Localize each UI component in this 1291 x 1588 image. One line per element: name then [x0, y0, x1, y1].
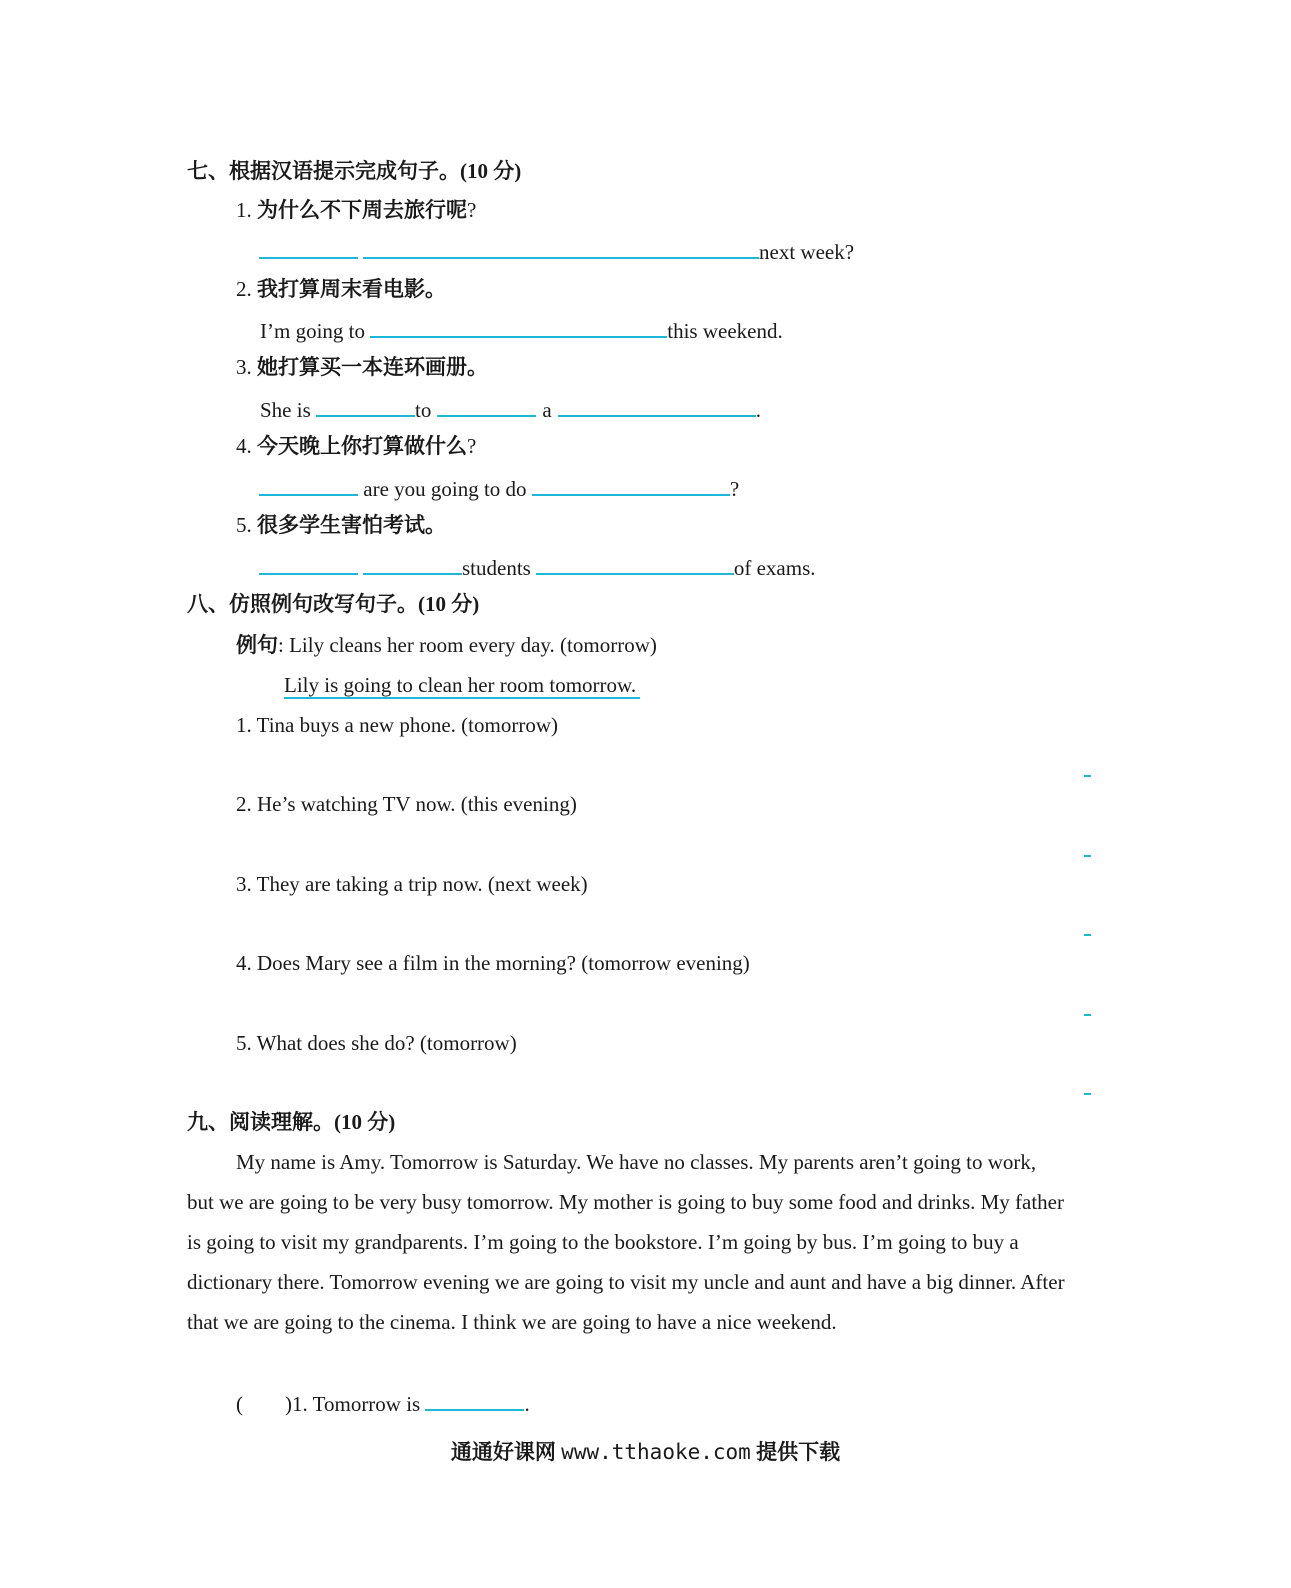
example-answer: [284, 671, 640, 699]
answer-blank[interactable]: [363, 551, 462, 575]
q7-5-mid: students: [462, 556, 531, 580]
example-line: [236, 631, 657, 659]
example-colon: :: [278, 633, 290, 657]
q7-1-tail: next week?: [759, 240, 855, 264]
answer-blank[interactable]: [259, 235, 358, 259]
q7-5-prompt: [236, 511, 446, 539]
q7-3-c: a: [542, 398, 552, 422]
answer-line-marker: [1084, 775, 1091, 777]
footer-action: 提供下载: [756, 1440, 841, 1464]
answer-blank[interactable]: [259, 472, 358, 496]
q7-4-answer-line: [259, 472, 739, 503]
q8-item: 4. Does Mary see a film in the morning? (tomorrow evening): [236, 951, 750, 975]
answer-blank[interactable]: [536, 551, 734, 575]
section-9-title-text: 九、阅读理解。: [187, 1110, 334, 1134]
section-8-score: (10 分): [418, 592, 480, 616]
section-9-score: (10 分): [334, 1110, 396, 1134]
q7-3-answer-line: [260, 393, 761, 424]
section-8-title: [187, 590, 479, 618]
answer-blank[interactable]: [558, 393, 756, 417]
q7-1-answer-line: [259, 235, 854, 266]
example-answer-text: Lily is going to clean her room tomorrow.: [284, 673, 640, 699]
q7-3-end: .: [755, 398, 761, 422]
q7-5-chinese: 很多学生害怕考试。: [257, 513, 446, 537]
answer-line-marker: [1084, 934, 1091, 936]
q8-item: 5. What does she do? (tomorrow): [236, 1031, 517, 1055]
q7-4-number: 4.: [236, 434, 257, 458]
q8-item: 1. Tina buys a new phone. (tomorrow): [236, 713, 558, 737]
q8-item: 2. He’s watching TV now. (this evening): [236, 792, 577, 816]
section-7-score: (10 分): [460, 159, 522, 183]
answer-line-marker: [1084, 1093, 1091, 1095]
footer-site: 通通好课网: [450, 1440, 556, 1464]
section-9-title: [187, 1108, 395, 1136]
q7-2-answer-line: [260, 314, 783, 345]
q9-1-text: 1. Tomorrow is: [292, 1392, 426, 1416]
answer-line-marker: [1084, 1014, 1091, 1016]
q7-2-tail: this weekend.: [667, 319, 783, 343]
q9-1: [236, 1387, 530, 1418]
answer-blank[interactable]: [437, 393, 536, 417]
footer: [0, 1436, 1291, 1466]
answer-line-marker: [1084, 855, 1091, 857]
q7-1-end: ?: [467, 198, 477, 222]
answer-blank[interactable]: [363, 235, 759, 259]
q7-5-answer-line: [259, 551, 816, 582]
example-sentence: Lily cleans her room every day. (tomorrow): [289, 633, 657, 657]
answer-blank[interactable]: [425, 1387, 524, 1411]
q7-2-prompt: [236, 275, 446, 303]
q7-1-number: 1.: [236, 198, 257, 222]
q7-4-mid: are you going to do: [358, 477, 532, 501]
q7-4-chinese: 今天晚上你打算做什么: [257, 434, 467, 458]
q7-2-pre: I’m going to: [260, 319, 371, 343]
answer-blank[interactable]: [316, 393, 415, 417]
q7-5-tail: of exams.: [733, 556, 816, 580]
q7-3-chinese: 她打算买一本连环画册。: [257, 355, 488, 379]
q7-3-a: She is: [260, 398, 317, 422]
footer-url: www.tthaoke.com: [561, 1440, 751, 1464]
q7-4-end: ?: [467, 434, 477, 458]
q7-5-number: 5.: [236, 513, 257, 537]
q7-2-chinese: 我打算周末看电影。: [257, 277, 446, 301]
answer-blank[interactable]: [259, 551, 358, 575]
reading-passage: My name is Amy. Tomorrow is Saturday. We have no classes. My parents aren’t going to work, but we are going to be very busy tomorrow. My mother is going to buy some food and drinks. My father is going to visit my grandparents. I’m going to the bookstore. I’m going by bus. I’m going to buy a dictionary there. Tomorrow evening we are going to visit my uncle and aunt and have a big dinner. After that we are going to the cinema. I think we are going to have a nice weekend.: [187, 1150, 1065, 1334]
section-7-title-text: 七、根据汉语提示完成句子。: [187, 159, 460, 183]
q7-3-prompt: [236, 353, 488, 381]
q9-1-end: .: [524, 1392, 530, 1416]
section-8-title-text: 八、仿照例句改写句子。: [187, 592, 418, 616]
answer-blank[interactable]: [532, 472, 730, 496]
q7-1-chinese: 为什么不下周去旅行呢: [257, 198, 467, 222]
q7-4-prompt: [236, 432, 476, 460]
q8-item: 3. They are taking a trip now. (next week): [236, 872, 588, 896]
example-label: 例句: [236, 633, 278, 657]
answer-blank[interactable]: [370, 314, 667, 338]
section-7-title: [187, 157, 521, 185]
q7-4-q: ?: [729, 477, 740, 501]
q7-3-number: 3.: [236, 355, 257, 379]
q7-3-b: to: [415, 398, 432, 422]
q7-2-number: 2.: [236, 277, 257, 301]
q9-1-paren: ( ): [236, 1392, 292, 1416]
q7-1-prompt: [236, 196, 476, 224]
